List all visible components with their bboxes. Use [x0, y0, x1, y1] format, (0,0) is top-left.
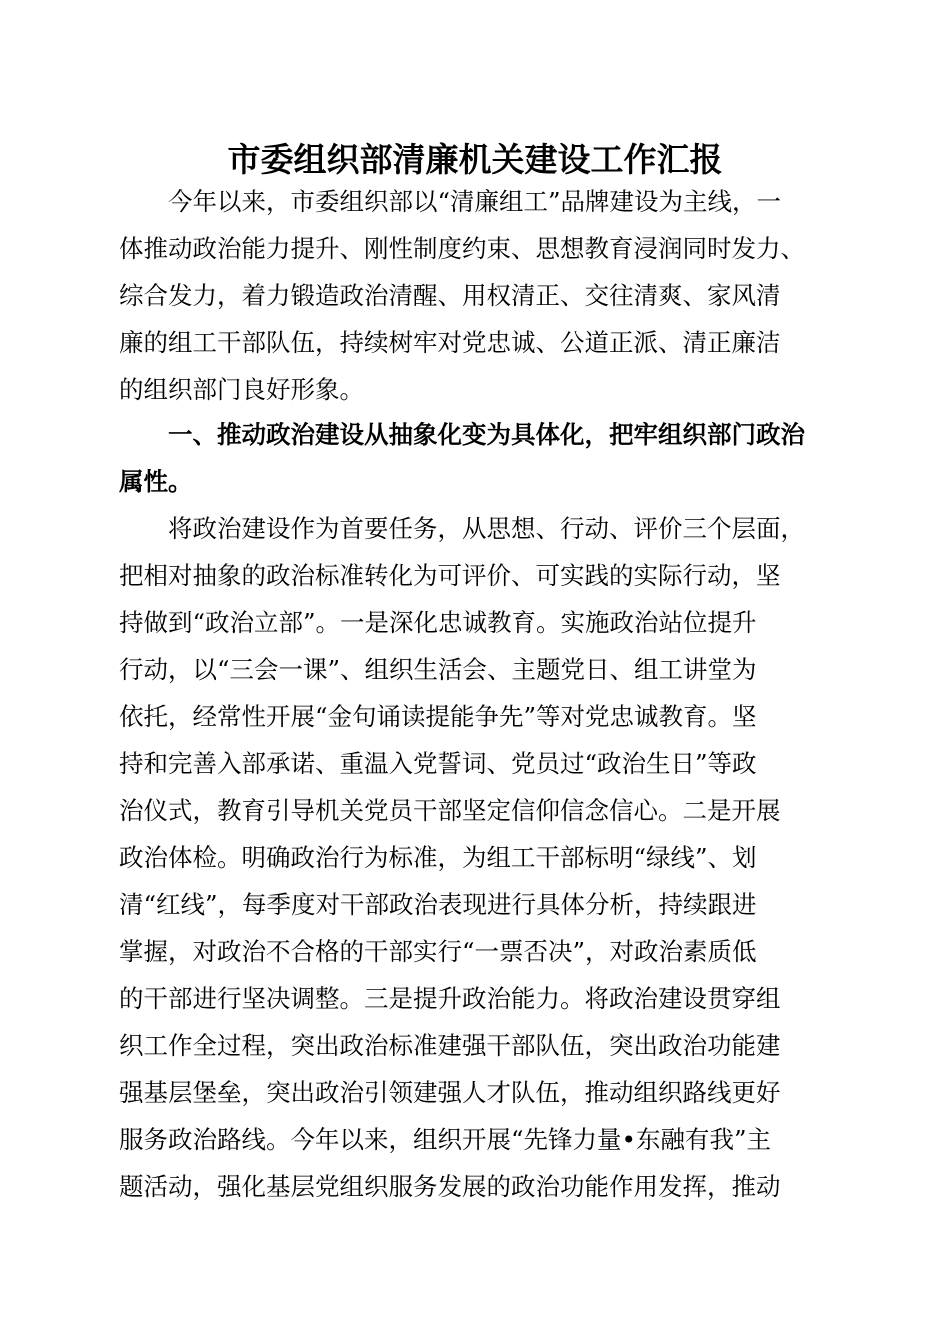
section-1-heading: [119, 411, 819, 505]
text-line: 政治体检。明确政治行为标准，为组工干部标明“绿线”、划: [119, 843, 757, 872]
text-line: 服务政治路线。今年以来，组织开展“先锋力量•东融有我”主: [119, 1125, 771, 1154]
text-line: 综合发力，着力锻造政治清醒、用权清正、交往清爽、家风清: [119, 281, 781, 310]
text-line: 治仪式，教育引导机关党员干部坚定信仰信念信心。二是开展: [119, 796, 781, 825]
text-line: 题活动，强化基层党组织服务发展的政治功能作用发挥，推动: [119, 1172, 781, 1201]
text-line: 强基层堡垒，突出政治引领建强人才队伍，推动组织路线更好: [119, 1078, 781, 1107]
text-line: 把相对抽象的政治标准转化为可评价、可实践的实际行动，坚: [119, 561, 781, 590]
text-line: 体推动政治能力提升、刚性制度约束、思想教育浸润同时发力、: [119, 234, 805, 263]
text-line: 的组织部门良好形象。: [119, 375, 364, 404]
text-line: 清“红线”，每季度对干部政治表现进行具体分析，持续跟进: [119, 890, 757, 919]
text-line: 持做到“政治立部”。一是深化忠诚教育。实施政治站位提升: [119, 608, 757, 637]
heading-line: 一、推动政治建设从抽象化变为具体化，把牢组织部门政治: [119, 420, 805, 449]
text-line: 廉的组工干部队伍，持续树牢对党忠诚、公道正派、清正廉洁: [119, 328, 781, 357]
text-line: 掌握，对政治不合格的干部实行“一票否决”，对政治素质低: [119, 937, 757, 966]
text-line: 将政治建设作为首要任务，从思想、行动、评价三个层面，: [119, 514, 805, 543]
heading-line: 属性。: [119, 467, 193, 496]
intro-paragraph: [119, 178, 819, 413]
text-line: 织工作全过程，突出政治标准建强干部队伍，突出政治功能建: [119, 1031, 781, 1060]
section-1-body: [119, 505, 819, 1210]
text-line: 行动，以“三会一课”、组织生活会、主题党日、组工讲堂为: [119, 655, 757, 684]
document-title: 市委组织部清廉机关建设工作汇报: [227, 140, 723, 179]
text-line: 今年以来，市委组织部以“清廉组工”品牌建设为主线，一: [119, 187, 782, 216]
text-line: 持和完善入部承诺、重温入党誓词、党员过“政治生日”等政: [119, 749, 757, 778]
text-line: 依托，经常性开展“金句诵读提能争先”等对党忠诚教育。坚: [119, 702, 757, 731]
text-line: 的干部进行坚决调整。三是提升政治能力。将政治建设贯穿组: [119, 984, 781, 1013]
